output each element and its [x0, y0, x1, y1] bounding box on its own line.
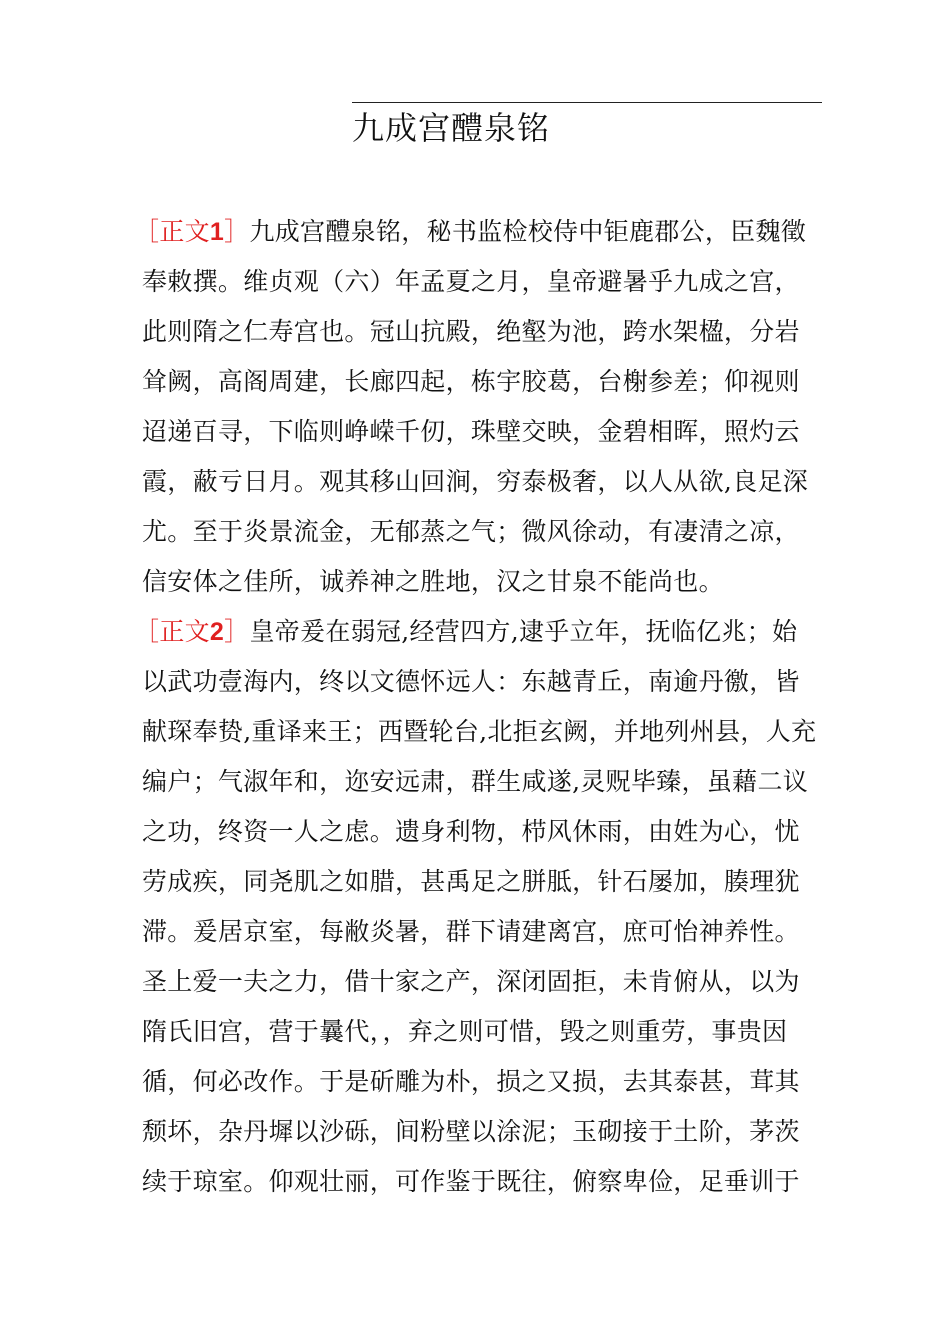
paragraph-2-line-5: 之功，终资一人之虑。遗身利物，栉风休雨，由姓为心，忧 [142, 817, 800, 846]
paragraph-2-line-1 [134, 607, 832, 657]
paragraph-1-line-7: 尤。至于炎景流金，无郁蒸之气；微风徐动，有凄清之凉， [142, 517, 800, 546]
paragraph-2-line-2: 以武功壹海内，终以文德怀远人：东越青丘，南逾丹徼，皆 [142, 667, 800, 696]
paragraph-1-line-1 [134, 207, 832, 257]
paragraph-2-line-6: 劳成疾，同尧肌之如腊，甚禹足之胼胝，针石屡加，腠理犹 [142, 867, 800, 896]
paragraph-1-label: ［正文1］ [134, 217, 250, 246]
paragraph-2-line-9: 隋氏旧宫，营于曩代，，弃之则可惜，毁之则重劳，事贵因 [142, 1017, 788, 1046]
paragraph-2-line-12: 续于琼室。仰观壮丽，可作鉴于既往，俯察卑俭，足垂训于 [142, 1167, 800, 1196]
paragraph-2-line-8: 圣上爱一夫之力，借十家之产，深闭固拒，未肯俯从，以为 [142, 967, 800, 996]
paragraph-1-line-6: 霞，蔽亏日月。观其移山回涧，穷泰极奢，以人从欲,良足深 [142, 467, 809, 496]
paragraph-2-line-4: 编户；气淑年和，迩安远肃，群生咸遂,灵贶毕臻，虽藉二议 [142, 767, 809, 796]
paragraph-1-line-8: 信安体之佳所，诚养神之胜地，汉之甘泉不能尚也。 [142, 567, 724, 596]
paragraph-2-line-11: 颓坏，杂丹墀以沙砾，间粉壁以涂泥；玉砌接于土阶，茅茨 [142, 1117, 800, 1146]
paragraph-2-line-7: 滞。爰居京室，每敝炎暑，群下请建离宫，庶可怡神养性。 [142, 917, 800, 946]
text-line: 皇帝爰在弱冠,经营四方,逮乎立年，抚临亿兆；始 [249, 617, 798, 646]
paragraph-1-line-2: 奉敕撰。维贞观（六）年孟夏之月，皇帝避暑乎九成之宫， [142, 267, 800, 296]
page-title: 九成宫醴泉铭 [352, 109, 551, 147]
paragraph-2-line-10: 循，何必改作。于是斫雕为朴，损之又损，去其泰甚，茸其 [142, 1067, 800, 1096]
paragraph-1-line-3: 此则隋之仁寿宫也。冠山抗殿，绝壑为池，跨水架楹，分岩 [142, 317, 800, 346]
paragraph-2-label: ［正文2］ [134, 617, 250, 646]
title-divider [352, 102, 822, 103]
text-line: 九成宫醴泉铭，秘书监检校侍中钜鹿郡公，臣魏徵 [249, 217, 807, 246]
paragraph-2-line-3: 献琛奉贽,重译来王；西暨轮台,北拒玄阙，并地列州县，人充 [142, 717, 817, 746]
paragraph-1-line-4: 耸阙，高阁周建，长廊四起，栋宇胶葛，台榭参差；仰视则 [142, 367, 800, 396]
document-body [134, 207, 832, 1207]
paragraph-1-line-5: 迢递百寻，下临则峥嵘千仞，珠壁交映，金碧相晖，照灼云 [142, 417, 800, 446]
